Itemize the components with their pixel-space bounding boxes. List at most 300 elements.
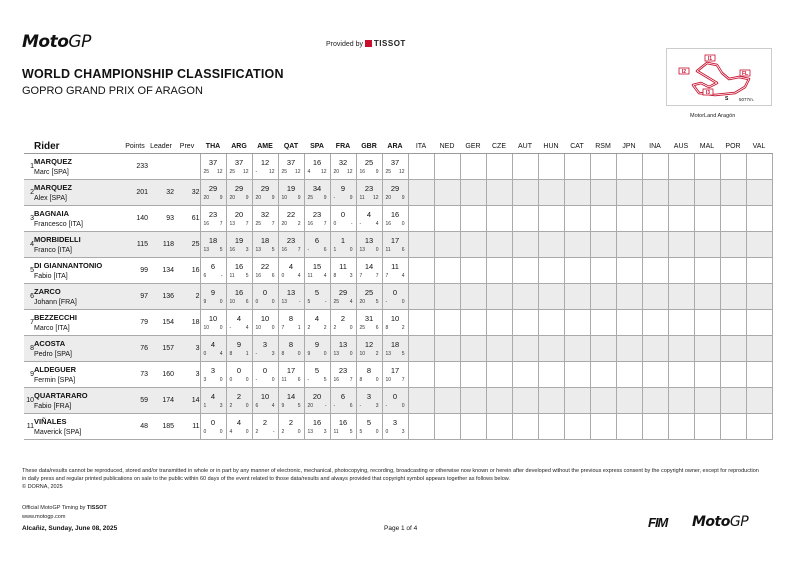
sprint-points: 6 — [323, 246, 327, 253]
sprint-points: 9 — [323, 194, 327, 201]
sprint-points: 0 — [245, 402, 249, 409]
rider-gap-leader: 134 — [148, 258, 174, 284]
race-breakdown — [357, 402, 382, 410]
race-result-rsm — [590, 336, 616, 362]
race-result-arg — [226, 310, 252, 336]
rider-name-cell — [34, 362, 122, 388]
sprint-points: 0 — [219, 428, 223, 435]
race-breakdown — [227, 376, 252, 384]
race-breakdown — [253, 168, 278, 176]
sprint-points: 7 — [219, 220, 223, 227]
rider-surname: DI GIANNANTONIO — [34, 260, 103, 270]
race-result-aus — [668, 310, 694, 336]
sprint-points: 7 — [271, 220, 275, 227]
race-result-aus — [668, 388, 694, 414]
race-result-ita — [408, 180, 434, 206]
race-total: 10 — [260, 313, 270, 323]
race-points: 0 — [385, 428, 389, 435]
rider-surname: BAGNAIA — [34, 208, 69, 218]
sprint-points: 12 — [216, 168, 223, 175]
sprint-points: 9 — [219, 194, 223, 201]
rider-gap-prev: 11 — [174, 414, 200, 440]
sprint-points: 7 — [401, 376, 405, 383]
rider-position: 4 — [24, 232, 34, 258]
rider-points: 97 — [122, 284, 148, 310]
race-result-ina — [642, 388, 668, 414]
race-points: 25 — [203, 168, 210, 175]
race-result-val — [746, 206, 772, 232]
rider-position: 6 — [24, 284, 34, 310]
col-race-ned: NED — [434, 139, 460, 154]
race-result-hun — [538, 414, 564, 440]
race-result-ger — [460, 258, 486, 284]
race-breakdown — [279, 220, 304, 228]
race-points: 13 — [333, 350, 340, 357]
race-result-ita — [408, 206, 434, 232]
rider-points: 48 — [122, 414, 148, 440]
race-total: 8 — [288, 339, 294, 349]
race-result-ned — [434, 232, 460, 258]
rider-surname: MARQUEZ — [34, 156, 72, 166]
race-breakdown — [201, 194, 226, 202]
race-breakdown — [279, 376, 304, 384]
race-result-jpn — [616, 388, 642, 414]
race-result-gbr — [356, 336, 382, 362]
race-total: 3 — [262, 339, 268, 349]
race-result-fra — [330, 258, 356, 284]
race-total: 13 — [286, 287, 296, 297]
marker-start: S — [725, 96, 729, 102]
race-result-ger — [460, 388, 486, 414]
race-total: 37 — [286, 157, 296, 167]
sprint-points: 0 — [219, 298, 223, 305]
race-points: 16 — [333, 376, 340, 383]
race-result-ned — [434, 362, 460, 388]
race-points: 6 — [255, 402, 259, 409]
footer-logo-moto: Moto — [692, 514, 730, 530]
sprint-points: 7 — [323, 220, 327, 227]
race-points: 8 — [385, 324, 389, 331]
race-breakdown — [279, 402, 304, 410]
race-total: 29 — [208, 183, 218, 193]
race-points: 20 — [307, 402, 314, 409]
race-points: 20 — [385, 194, 392, 201]
race-result-cze — [486, 232, 512, 258]
race-result-tha — [200, 388, 226, 414]
logo-gp-text: GP — [68, 32, 91, 52]
race-result-mal — [694, 154, 720, 180]
official-timing — [22, 505, 107, 511]
sprint-points: 4 — [375, 220, 379, 227]
race-result-ita — [408, 154, 434, 180]
page-subtitle: GOPRO GRAND PRIX OF ARAGON — [22, 85, 203, 97]
race-breakdown — [331, 246, 356, 254]
race-breakdown — [305, 428, 330, 436]
rider-surname: QUARTARARO — [34, 390, 88, 400]
race-result-ita — [408, 284, 434, 310]
col-race-aut: AUT — [512, 139, 538, 154]
sprint-points: 3 — [245, 246, 249, 253]
race-breakdown — [357, 246, 382, 254]
race-breakdown — [331, 220, 356, 228]
race-result-ame — [252, 180, 278, 206]
disclaimer-text: These data/results cannot be reproduced, stored and/or transmitted in whole or in part by any manner of electronic, mechanical, photocopying, recording, broadcasting or otherwise now known or herein after developed without the previous express consent by the copyright owner, except for reproduction in daily press and regular printed publications on sale to the public within 60 days of the event related to those data/results and always provided that copyright symbol appears together as follows below. — [22, 468, 759, 482]
sprint-points: 5 — [271, 246, 275, 253]
table-row — [24, 180, 772, 206]
rider-surname: ZARCO — [34, 286, 61, 296]
timing-label: Official MotoGP Timing by — [22, 505, 86, 511]
race-breakdown — [279, 428, 304, 436]
race-total: 25 — [364, 157, 374, 167]
race-points: - — [333, 402, 336, 409]
rider-gap-leader: 160 — [148, 362, 174, 388]
race-result-aut — [512, 206, 538, 232]
race-breakdown — [331, 298, 356, 306]
race-breakdown — [383, 194, 408, 202]
col-race-hun: HUN — [538, 139, 564, 154]
race-result-ned — [434, 154, 460, 180]
race-result-fra — [330, 206, 356, 232]
sprint-points: 3 — [349, 272, 353, 279]
sprint-points: 0 — [375, 246, 379, 253]
race-total: 9 — [236, 339, 242, 349]
race-breakdown — [201, 168, 226, 176]
rider-gap-leader: 32 — [148, 180, 174, 206]
race-breakdown — [357, 428, 382, 436]
race-breakdown — [383, 298, 408, 306]
race-result-rsm — [590, 180, 616, 206]
race-result-val — [746, 232, 772, 258]
race-result-fra — [330, 154, 356, 180]
race-breakdown — [201, 376, 226, 384]
race-result-cze — [486, 154, 512, 180]
race-result-ita — [408, 388, 434, 414]
race-result-qat — [278, 258, 304, 284]
race-total: 23 — [208, 209, 218, 219]
race-result-tha — [200, 232, 226, 258]
rider-firstname: Fermin [SPA] — [34, 376, 76, 384]
sprint-points: 12 — [320, 168, 327, 175]
race-breakdown — [253, 246, 278, 254]
rider-points: 115 — [122, 232, 148, 258]
race-total: 0 — [262, 365, 268, 375]
race-result-arg — [226, 232, 252, 258]
race-result-ame — [252, 154, 278, 180]
race-points: 6 — [203, 272, 207, 279]
race-result-cze — [486, 258, 512, 284]
race-breakdown — [331, 428, 356, 436]
sprint-points: 9 — [401, 194, 405, 201]
table-row — [24, 362, 772, 388]
race-result-hun — [538, 180, 564, 206]
race-breakdown — [331, 194, 356, 202]
race-result-aus — [668, 336, 694, 362]
race-total: 11 — [339, 261, 347, 271]
race-result-spa — [304, 336, 330, 362]
race-result-ned — [434, 258, 460, 284]
sprint-points: 2 — [375, 350, 379, 357]
rider-gap-prev: 61 — [174, 206, 200, 232]
race-points: 20 — [229, 194, 236, 201]
race-points: 9 — [307, 350, 311, 357]
col-race-por: POR — [720, 139, 746, 154]
rider-gap-prev: 32 — [174, 180, 200, 206]
race-result-qat — [278, 284, 304, 310]
race-points: 11 — [359, 194, 365, 201]
rider-surname: MORBIDELLI — [34, 234, 81, 244]
race-result-ned — [434, 206, 460, 232]
copyright-text: © DORNA, 2025 — [22, 484, 63, 490]
sprint-points: 0 — [297, 350, 301, 357]
col-race-rsm: RSM — [590, 139, 616, 154]
race-result-aut — [512, 414, 538, 440]
race-result-jpn — [616, 284, 642, 310]
col-race-tha: THA — [200, 139, 226, 154]
race-result-spa — [304, 362, 330, 388]
race-result-ned — [434, 180, 460, 206]
race-result-cat — [564, 388, 590, 414]
race-result-aut — [512, 362, 538, 388]
race-result-gbr — [356, 206, 382, 232]
race-result-mal — [694, 336, 720, 362]
sprint-points: - — [324, 298, 327, 305]
rider-gap-prev: 14 — [174, 388, 200, 414]
race-result-jpn — [616, 362, 642, 388]
race-result-tha — [200, 206, 226, 232]
race-breakdown — [279, 194, 304, 202]
sprint-points: - — [220, 272, 223, 279]
race-result-ara — [382, 258, 408, 284]
rider-gap-leader: 136 — [148, 284, 174, 310]
race-result-tha — [200, 258, 226, 284]
race-result-ita — [408, 414, 434, 440]
race-result-ger — [460, 180, 486, 206]
race-result-ita — [408, 310, 434, 336]
race-result-qat — [278, 180, 304, 206]
race-result-ita — [408, 362, 434, 388]
race-total: 3 — [392, 417, 398, 427]
race-result-aus — [668, 232, 694, 258]
race-result-ina — [642, 258, 668, 284]
race-breakdown — [383, 402, 408, 410]
col-race-cat: CAT — [564, 139, 590, 154]
race-total: 2 — [236, 391, 242, 401]
rider-position: 3 — [24, 206, 34, 232]
table-body — [24, 154, 772, 440]
race-breakdown — [201, 428, 226, 436]
race-total: 34 — [312, 183, 322, 193]
race-points: 10 — [203, 324, 210, 331]
rider-firstname: Franco [ITA] — [34, 246, 72, 254]
race-result-ned — [434, 388, 460, 414]
race-breakdown — [253, 194, 278, 202]
timing-brand: TISSOT — [86, 505, 107, 511]
race-result-fra — [330, 284, 356, 310]
race-result-por — [720, 336, 746, 362]
sprint-points: 3 — [323, 428, 327, 435]
race-breakdown — [331, 324, 356, 332]
race-breakdown — [227, 428, 252, 436]
race-result-mal — [694, 284, 720, 310]
race-result-por — [720, 414, 746, 440]
race-points: 25 — [359, 324, 366, 331]
col-points: Points — [122, 139, 148, 154]
motogp-footer-logo — [692, 514, 748, 530]
motogp-logo — [22, 32, 91, 52]
race-breakdown — [331, 376, 356, 384]
race-points: 16 — [281, 246, 288, 253]
race-result-arg — [226, 284, 252, 310]
race-result-val — [746, 362, 772, 388]
logo-moto-text: Moto — [22, 32, 69, 52]
race-result-aus — [668, 284, 694, 310]
race-breakdown — [331, 168, 356, 176]
rider-firstname: Johann [FRA] — [34, 298, 77, 306]
sprint-points: 5 — [219, 246, 223, 253]
race-result-ame — [252, 206, 278, 232]
rider-firstname: Marc [SPA] — [34, 168, 69, 176]
race-breakdown — [201, 402, 226, 410]
race-points: 9 — [203, 298, 207, 305]
provided-by — [326, 39, 406, 48]
race-breakdown — [201, 246, 226, 254]
race-points: 13 — [307, 428, 314, 435]
race-breakdown — [305, 402, 330, 410]
race-result-aus — [668, 180, 694, 206]
table-row — [24, 258, 772, 284]
race-result-mal — [694, 414, 720, 440]
sprint-points: 0 — [401, 298, 405, 305]
race-result-ara — [382, 180, 408, 206]
race-breakdown — [227, 272, 252, 280]
race-result-hun — [538, 154, 564, 180]
race-points: 8 — [359, 376, 363, 383]
race-points: - — [333, 194, 336, 201]
race-points: 5 — [307, 298, 311, 305]
sprint-points: 4 — [401, 272, 405, 279]
race-points: 8 — [281, 350, 285, 357]
rider-firstname: Fabio [FRA] — [34, 402, 72, 410]
race-result-ina — [642, 310, 668, 336]
sprint-points: 4 — [297, 272, 301, 279]
race-result-qat — [278, 232, 304, 258]
disclaimer — [22, 467, 762, 491]
race-result-ned — [434, 414, 460, 440]
race-result-ina — [642, 414, 668, 440]
sprint-points: 3 — [271, 350, 275, 357]
race-result-val — [746, 284, 772, 310]
race-total: 23 — [364, 183, 374, 193]
race-result-jpn — [616, 180, 642, 206]
race-result-val — [746, 310, 772, 336]
col-race-ita: ITA — [408, 139, 434, 154]
race-result-cze — [486, 362, 512, 388]
race-result-rsm — [590, 414, 616, 440]
marker-i2: I2 — [681, 69, 687, 75]
rider-position: 10 — [24, 388, 34, 414]
race-result-por — [720, 284, 746, 310]
race-breakdown — [357, 272, 382, 280]
race-points: 16 — [229, 246, 236, 253]
race-breakdown — [253, 298, 278, 306]
race-result-rsm — [590, 206, 616, 232]
race-result-por — [720, 154, 746, 180]
sprint-points: 0 — [375, 376, 379, 383]
marker-i1: I1 — [707, 56, 713, 62]
rider-name-cell — [34, 232, 122, 258]
table-row — [24, 310, 772, 336]
tissot-cross-icon — [365, 40, 372, 47]
race-total: 13 — [364, 235, 374, 245]
race-points: 16 — [255, 272, 262, 279]
race-result-jpn — [616, 206, 642, 232]
race-total: 8 — [366, 365, 372, 375]
race-points: 0 — [333, 220, 337, 227]
race-breakdown — [383, 428, 408, 436]
race-breakdown — [357, 220, 382, 228]
race-total: 2 — [288, 417, 294, 427]
race-breakdown — [357, 194, 382, 202]
race-result-ara — [382, 206, 408, 232]
race-total: 22 — [286, 209, 296, 219]
race-points: 7 — [385, 272, 389, 279]
race-total: 0 — [262, 287, 268, 297]
sprint-points: 9 — [271, 194, 275, 201]
race-points: 11 — [385, 246, 391, 253]
race-result-val — [746, 258, 772, 284]
race-points: 11 — [281, 376, 287, 383]
race-points: 0 — [229, 376, 233, 383]
col-race-ara: ARA — [382, 139, 408, 154]
race-total: 0 — [210, 417, 216, 427]
race-total: 23 — [286, 235, 296, 245]
race-result-spa — [304, 414, 330, 440]
sprint-points: 3 — [219, 402, 223, 409]
rider-gap-leader: 93 — [148, 206, 174, 232]
rider-points: 59 — [122, 388, 148, 414]
race-result-arg — [226, 362, 252, 388]
race-breakdown — [227, 194, 252, 202]
race-result-fra — [330, 232, 356, 258]
rider-surname: VIÑALES — [34, 416, 67, 426]
race-points: - — [307, 246, 310, 253]
race-points: 16 — [203, 220, 210, 227]
sprint-points: 0 — [349, 324, 353, 331]
race-result-ned — [434, 310, 460, 336]
race-total: 32 — [260, 209, 270, 219]
sprint-points: 0 — [219, 376, 223, 383]
race-result-cat — [564, 310, 590, 336]
race-breakdown — [383, 272, 408, 280]
sprint-points: 0 — [219, 324, 223, 331]
race-breakdown — [331, 350, 356, 358]
race-result-gbr — [356, 388, 382, 414]
sprint-points: 0 — [271, 376, 275, 383]
race-result-aut — [512, 180, 538, 206]
race-points: 13 — [203, 246, 210, 253]
race-total: 0 — [392, 391, 398, 401]
sprint-points: 0 — [297, 428, 301, 435]
track-length: 5077m. — [739, 97, 755, 102]
race-result-jpn — [616, 414, 642, 440]
website: www.motogp.com — [22, 514, 66, 520]
race-breakdown — [279, 246, 304, 254]
race-result-arg — [226, 336, 252, 362]
race-total: 0 — [236, 365, 242, 375]
race-result-hun — [538, 336, 564, 362]
race-points: 10 — [359, 350, 366, 357]
race-total: 17 — [390, 365, 400, 375]
